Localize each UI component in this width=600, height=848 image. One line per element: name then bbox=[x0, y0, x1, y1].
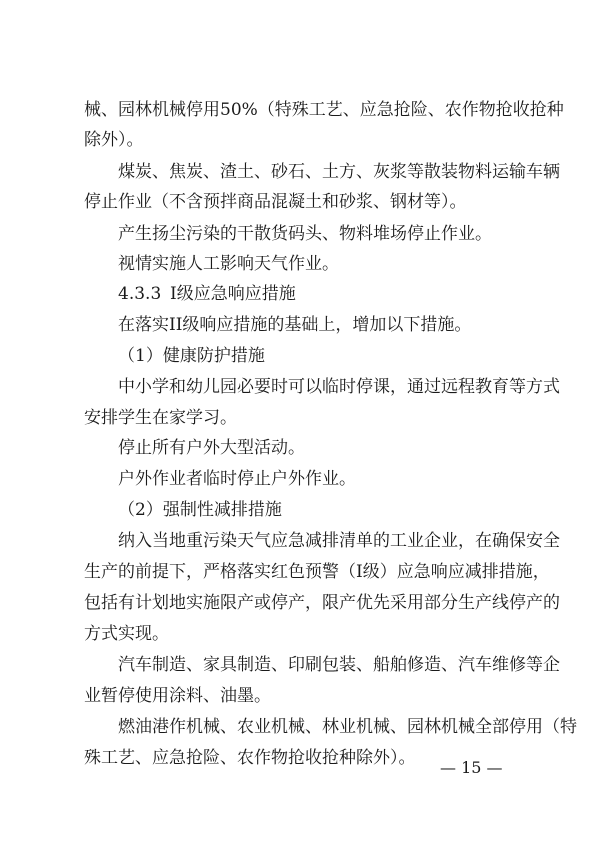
text-line: 业暂停使用涂料、油墨。 bbox=[84, 686, 271, 706]
text-line: 殊工艺、应急抢险、农作物抢收抢种除外）。 bbox=[84, 748, 416, 768]
text-line: 停止所有户外大型活动。 bbox=[118, 438, 305, 458]
text-line: 视情实施人工影响天气作业。 bbox=[118, 254, 339, 274]
text-line: 中小学和幼儿园必要时可以临时停课，通过远程教育等方式 bbox=[118, 377, 560, 397]
text-line: 方式实现。 bbox=[84, 624, 169, 644]
text-line: 汽车制造、家具制造、印刷包装、船舶修造、汽车维修等企 bbox=[118, 655, 560, 675]
text-line: 户外作业者临时停止户外作业。 bbox=[118, 469, 356, 489]
text-line: 停止作业（不含预拌商品混凝土和砂浆、钢材等）。 bbox=[84, 192, 467, 212]
text-line: 械、园林机械停用50%（特殊工艺、应急抢险、农作物抢收抢种 bbox=[84, 100, 564, 120]
text-line: 除外）。 bbox=[84, 130, 144, 150]
sub-heading: （1）健康防护措施 bbox=[118, 346, 265, 366]
section-heading bbox=[118, 284, 524, 304]
text-line: 在落实II级响应措施的基础上，增加以下措施。 bbox=[118, 315, 472, 335]
page-number: — 15 — bbox=[440, 758, 503, 777]
section-number: 4.3.3 bbox=[118, 284, 162, 304]
text-line: 产生扬尘污染的干散货码头、物料堆场停止作业。 bbox=[118, 224, 492, 244]
text-line: 燃油港作机械、农业机械、林业机械、园林机械全部停用（特 bbox=[118, 717, 577, 737]
section-title: I级应急响应措施 bbox=[170, 284, 296, 304]
text-line: 生产的前提下，严格落实红色预警（I级）应急响应减排措施， bbox=[84, 562, 550, 582]
text-line: 煤炭、焦炭、渣土、砂石、土方、灰浆等散装物料运输车辆 bbox=[118, 162, 560, 182]
text-line: 包括有计划地实施限产或停产，限产优先采用部分生产线停产的 bbox=[84, 593, 560, 613]
sub-heading: （2）强制性减排措施 bbox=[118, 500, 282, 520]
text-line: 纳入当地重污染天气应急减排清单的工业企业，在确保安全 bbox=[118, 531, 560, 551]
text-line: 安排学生在家学习。 bbox=[84, 408, 237, 428]
